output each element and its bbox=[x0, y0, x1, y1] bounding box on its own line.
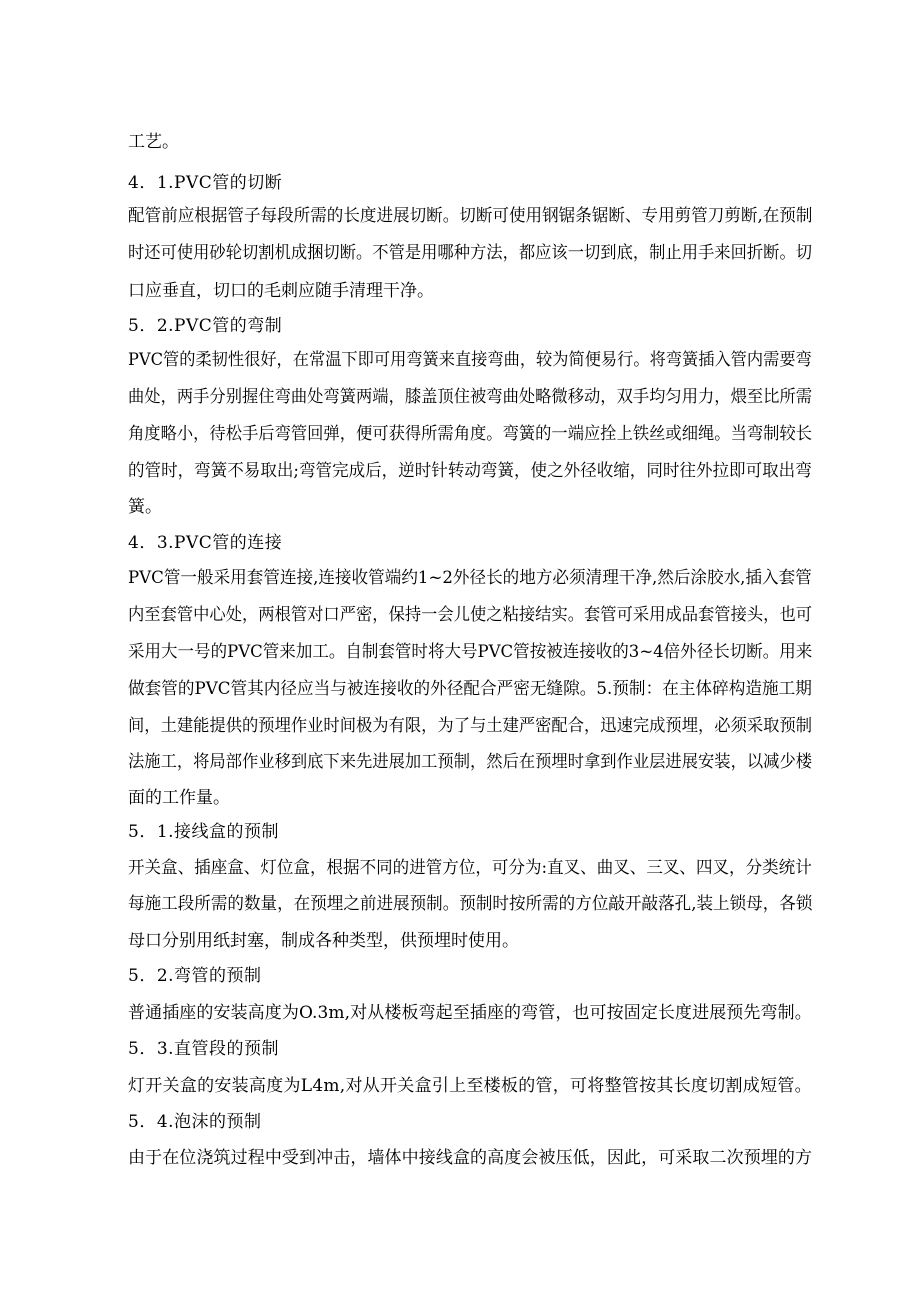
paragraph-line: 法施工，将局部作业移到底下来先进展加工预制，然后在预埋时拿到作业层进展安装，以减少楼 bbox=[128, 752, 813, 772]
paragraph-line: 的管时，弯簧不易取出;弯管完成后，逆时针转动弯簧，使之外径收缩，同时往外拉即可取出弯 bbox=[128, 461, 812, 481]
section-heading: 4．1.PVC管的切断 bbox=[128, 173, 283, 193]
section-heading: 5．2.PVC管的弯制 bbox=[128, 316, 283, 336]
paragraph-line: 角度略小，待松手后弯管回弹，便可获得所需角度。弯簧的一端应拴上铁丝或细绳。当弯制较长 bbox=[128, 424, 813, 444]
paragraph-line: PVC管一般采用套管连接,连接收管端约1~2外径长的地方必须清理干净,然后涂胶水,插入套管 bbox=[128, 568, 812, 588]
paragraph-line: 簧。 bbox=[128, 497, 162, 517]
paragraph-line: 采用大一号的PVC管来加工。自制套管时将大号PVC管按被连接收的3~4倍外径长切断。用来 bbox=[128, 642, 813, 662]
paragraph-line: 工艺。 bbox=[128, 132, 179, 152]
section-heading: 5．2.弯管的预制 bbox=[128, 966, 262, 986]
paragraph-line: 内至套管中心处，两根管对口严密，保持一会儿使之粘接结实。套管可采用成品套管接头，也可 bbox=[128, 605, 813, 625]
section-heading: 5．4.泡沫的预制 bbox=[128, 1112, 262, 1132]
paragraph-line: PVC管的柔韧性很好，在常温下即可用弯簧来直接弯曲，较为简便易行。将弯簧插入管内需要弯 bbox=[128, 350, 812, 370]
paragraph-line: 时还可使用砂轮切割机成捆切断。不管是用哪种方法，都应该一切到底，制止用手来回折断。切 bbox=[128, 243, 813, 263]
paragraph-line: 做套管的PVC管其内径应当与被连接收的外径配合严密无缝隙。5.预制：在主体碎构造施工期 bbox=[128, 679, 812, 699]
paragraph-line: 配管前应根据管子每段所需的长度进展切断。切断可使用钢锯条锯断、专用剪管刀剪断,在预制 bbox=[128, 206, 813, 226]
paragraph-line: 每施工段所需的数量，在预埋之前进展预制。预制时按所需的方位敲开敲落孔,装上锁母，各锁 bbox=[128, 894, 813, 914]
paragraph-line: 面的工作量。 bbox=[128, 788, 230, 808]
paragraph-line: 开关盒、插座盒、灯位盒，根据不同的进管方位，可分为:直叉、曲叉、三叉、四叉，分类统计 bbox=[128, 858, 812, 878]
paragraph-line: 灯开关盒的安装高度为L4m,对从开关盒引上至楼板的管，可将整管按其长度切割成短管。 bbox=[128, 1076, 812, 1096]
section-heading: 5．3.直管段的预制 bbox=[128, 1039, 280, 1059]
paragraph-line: 普通插座的安装高度为O.3m,对从楼板弯起至插座的弯管，也可按固定长度进展预先弯制。 bbox=[128, 1003, 812, 1023]
paragraph-line: 母口分别用纸封塞，制成各种类型，供预埋时使用。 bbox=[128, 931, 519, 951]
paragraph-line: 间，土建能提供的预埋作业时间极为有限，为了与土建严密配合，迅速完成预埋，必须采取预制 bbox=[128, 716, 813, 736]
paragraph-line: 曲处，两手分别握住弯曲处弯簧两端，膝盖顶住被弯曲处略微移动，双手均匀用力，煨至比所需 bbox=[128, 387, 813, 407]
section-heading: 5．1.接线盒的预制 bbox=[128, 822, 280, 842]
section-heading: 4．3.PVC管的连接 bbox=[128, 533, 283, 553]
paragraph-line: 口应垂直，切口的毛刺应随手清理干净。 bbox=[128, 281, 434, 301]
paragraph-line: 由于在位浇筑过程中受到冲击，墙体中接线盒的高度会被压低，因此，可采取二次预埋的方 bbox=[128, 1148, 813, 1168]
